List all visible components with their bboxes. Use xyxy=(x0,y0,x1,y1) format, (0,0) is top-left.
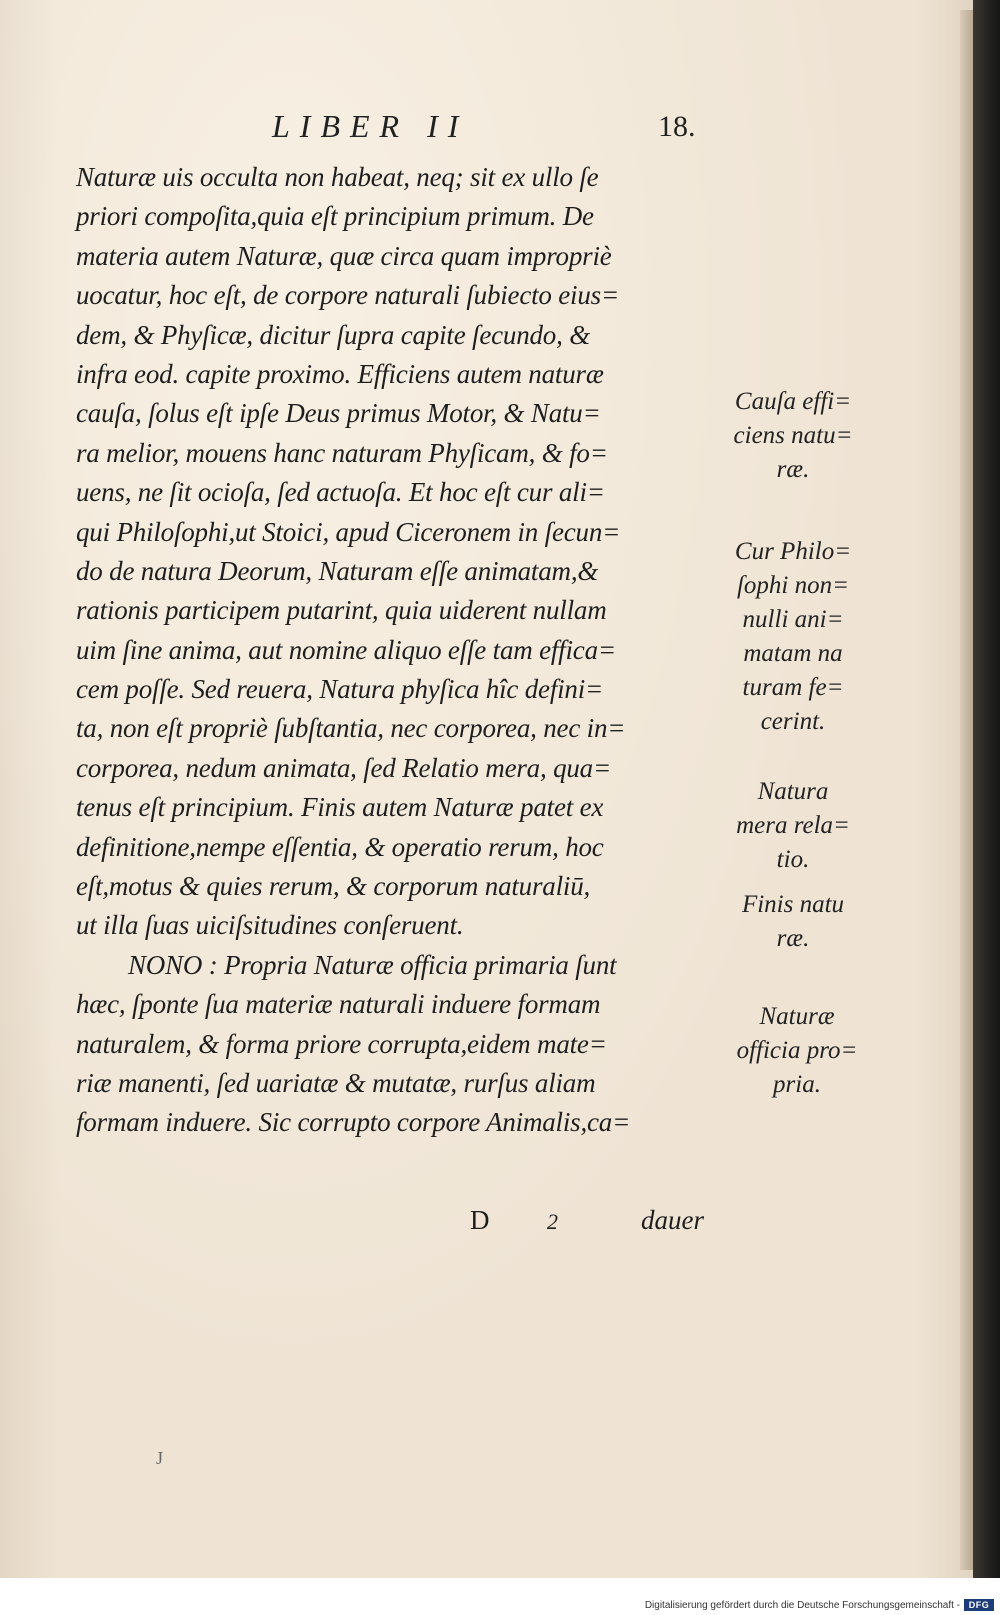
footer-credit: Digitalisierung gefördert durch die Deutsche Forschungsgemeinschaft - xyxy=(644,1600,960,1611)
text-line: hæc, ſponte ſua materiæ naturali induere formam xyxy=(76,989,601,1020)
margin-note-line: officia pro= xyxy=(736,1037,858,1064)
main-text-block xyxy=(76,158,716,1143)
dfg-logo: DFG xyxy=(964,1599,994,1611)
signature-number: 2 xyxy=(547,1209,558,1234)
text-line: formam induere. Sic corrupto corpore Animalis,ca= xyxy=(76,1107,631,1138)
text-line: eſt,motus & quies rerum, & corporum naturaliū, xyxy=(76,871,591,902)
margin-note-line: Naturæ xyxy=(759,1003,835,1030)
text-line: uim ſine anima, aut nomine aliquo eſſe tam effica= xyxy=(76,634,616,665)
text-line: cem poſſe. Sed reuera, Natura phyſica hîc defini= xyxy=(76,674,604,705)
catchword: dauer xyxy=(641,1205,704,1235)
text-line: uocatur, hoc eſt, de corpore naturali ſubiecto eius= xyxy=(76,280,619,311)
running-title: LIBER II xyxy=(272,108,469,144)
text-line: qui Philoſophi,ut Stoici, apud Ciceronem in ſecun= xyxy=(76,516,621,547)
margin-note-line: Natura xyxy=(757,778,829,805)
text-line: do de natura Deorum, Naturam eſſe animatam,& xyxy=(76,555,599,586)
margin-note-line: turam fe= xyxy=(742,674,844,701)
margin-note-line: tio. xyxy=(776,846,810,873)
text-line: uens, ne ſit ocioſa, ſed actuoſa. Et hoc eſt cur ali= xyxy=(76,477,605,508)
text-line: Naturæ uis occulta non habeat, neq; sit ex ullo ſe xyxy=(76,162,599,192)
page-edge xyxy=(960,10,973,1570)
text-line: dem, & Phyſicæ, dicitur ſupra capite ſecundo, & xyxy=(76,319,591,350)
text-line: materia autem Naturæ, quæ circa quam impropriè xyxy=(76,240,612,271)
margin-note-4 xyxy=(708,888,878,956)
text-line: ut illa ſuas uiciſsitudines conſeruent. xyxy=(76,910,464,941)
margin-note-line: mera rela= xyxy=(736,812,850,839)
margin-note-line: pria. xyxy=(773,1071,821,1098)
page-header xyxy=(0,108,973,148)
margin-note-line: cerint. xyxy=(760,708,826,735)
binding-shadow xyxy=(973,0,1000,1578)
margin-note-2 xyxy=(708,535,878,739)
text-line: ra melior, mouens hanc naturam Phyſicam, & fo= xyxy=(76,437,608,468)
text-line: rationis participem putarint, quia uiderent nullam xyxy=(76,595,607,626)
text-line: corporea, nedum animata, ſed Relatio mera, qua= xyxy=(76,752,611,783)
text-line: NONO : Propria Naturæ officia primaria ſunt xyxy=(128,949,617,980)
margin-note-line: Cauſa effi= xyxy=(734,388,852,415)
margin-note-line: matam na xyxy=(743,640,843,667)
margin-note-line: nulli ani= xyxy=(742,606,844,633)
text-line: tenus eſt principium. Finis autem Naturæ patet ex xyxy=(76,792,604,823)
page-number: 18. xyxy=(658,110,696,143)
signature-mark: D xyxy=(470,1205,490,1235)
margin-note-line: ræ. xyxy=(776,456,810,483)
text-line: cauſa, ſolus eſt ipſe Deus primus Motor, & Natu= xyxy=(76,398,601,429)
margin-note-line: ſophi non= xyxy=(736,572,849,599)
text-line: infra eod. capite proximo. Efficiens autem naturæ xyxy=(76,358,604,389)
catchline xyxy=(76,1205,716,1241)
text-line: definitione,nempe eſſentia, & operatio rerum, hoc xyxy=(76,831,604,862)
margin-note-1 xyxy=(708,385,878,487)
margin-note-line: Cur Philo= xyxy=(734,538,852,565)
margin-note-line: Finis natu xyxy=(741,891,845,918)
margin-note-3 xyxy=(708,775,878,877)
text-line: riæ manenti, ſed uariatæ & mutatæ, rurſus aliam xyxy=(76,1067,596,1098)
text-line: priori compoſita,quia eſt principium primum. De xyxy=(76,201,594,232)
text-line: naturalem, & forma priore corrupta,eidem mate= xyxy=(76,1028,607,1059)
margin-note-line: ræ. xyxy=(776,925,810,952)
margin-note-5 xyxy=(712,1000,882,1102)
margin-note-line: ciens natu= xyxy=(733,422,853,449)
stray-ink-mark: J xyxy=(156,1448,164,1468)
text-line: ta, non eſt propriè ſubſtantia, nec corporea, nec in= xyxy=(76,713,626,744)
